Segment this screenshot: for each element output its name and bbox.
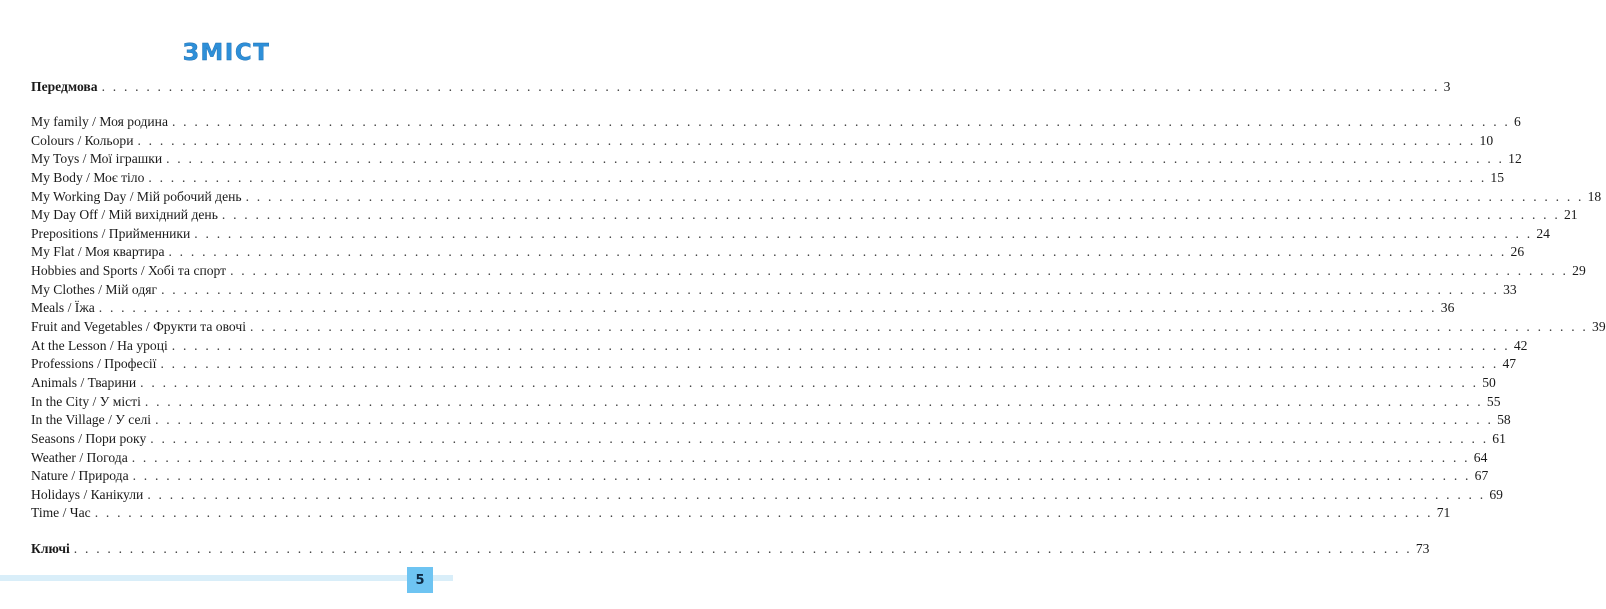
toc-entry-page: 12 [1508,151,1522,167]
toc-leader-dots: . . . . . . . . . . . . . . . . . . . . . . . . . . . . . . . . . . . . . . . . . . . . . . . . . . . . . . . . . . . . . . . . . . . . . . . . . . . . . . . . . . . . . . . . . . . . . . . . . . . . . . . . . . . . . . . . . . . . . . . . [221,207,1560,223]
toc-leader-dots: . . . . . . . . . . . . . . . . . . . . . . . . . . . . . . . . . . . . . . . . . . . . . . . . . . . . . . . . . . . . . . . . . . . . . . . . . . . . . . . . . . . . . . . . . . . . . . . . . . . . . . . . . . . . . . . . . . . . . . . . [171,337,1510,353]
toc-entry-label: Animals / Тварини [31,374,137,390]
toc-entry [31,430,1506,448]
toc-leader-dots: . . . . . . . . . . . . . . . . . . . . . . . . . . . . . . . . . . . . . . . . . . . . . . . . . . . . . . . . . . . . . . . . . . . . . . . . . . . . . . . . . . . . . . . . . . . . . . . . . . . . . . . . . . . . . . . . . . . . . . . . [160,356,1499,372]
toc-leader-dots: . . . . . . . . . . . . . . . . . . . . . . . . . . . . . . . . . . . . . . . . . . . . . . . . . . . . . . . . . . . . . . . . . . . . . . . . . . . . . . . . . . . . . . . . . . . . . . . . . . . . . . . . . . . . . . . . . . . . . . . . [166,151,1505,167]
toc-entry [31,78,1451,96]
toc-entry-label: Time / Час [31,505,91,521]
toc-entry-page: 55 [1486,393,1501,409]
toc-entry [31,374,1496,392]
toc-entry [31,206,1578,224]
toc-entry-label: Ключі [31,541,70,556]
toc-entry-page: 24 [1536,225,1550,241]
toc-entry-label: My family / Моя родина [31,114,168,129]
toc-entry-page: 26 [1510,244,1525,260]
toc-leader-dots: . . . . . . . . . . . . . . . . . . . . . . . . . . . . . . . . . . . . . . . . . . . . . . . . . . . . . . . . . . . . . . . . . . . . . . . . . . . . . . . . . . . . . . . . . . . . . . . . . . . . . . . . . . . . . . . . . . . . . . . . [140,374,1479,390]
toc-leader-dots: . . . . . . . . . . . . . . . . . . . . . . . . . . . . . . . . . . . . . . . . . . . . . . . . . . . . . . . . . . . . . . . . . . . . . . . . . . . . . . . . . . . . . . . . . . . . . . . . . . . . . . . . . . . . . . . . . . . . . . . . [131,449,1470,465]
toc-leader-dots: . . . . . . . . . . . . . . . . . . . . . . . . . . . . . . . . . . . . . . . . . . . . . . . . . . . . . . . . . . . . . . . . . . . . . . . . . . . . . . . . . . . . . . . . . . . . . . . . . . . . . . . . . . . . . . . . . . . . . . . . [101,79,1440,94]
toc-entry-label: My Body / Моє тіло [31,169,145,185]
toc-entry-label: In the Village / У селі [31,412,152,428]
toc-entry-page: 21 [1563,207,1578,223]
footer-band [0,575,453,581]
toc-entry [31,243,1525,261]
toc-entry-page: 64 [1473,449,1488,465]
toc-entry [31,281,1517,299]
toc-entry-page: 71 [1436,505,1451,521]
toc-entry-page: 29 [1572,263,1586,279]
toc-entry-page: 33 [1503,281,1517,297]
toc-entry [31,411,1511,429]
toc-entry-label: Hobbies and Sports / Хобі та спорт [31,263,227,279]
toc-entry [31,113,1521,131]
toc-entry [31,355,1517,373]
toc-entry [31,467,1489,485]
toc-entry [31,225,1550,243]
toc-entry-page: 47 [1502,356,1517,372]
toc-entry-label: Fruit and Vegetables / Фрукти та овочі [31,319,246,335]
page-title: ЗМІСТ [182,40,271,66]
toc-leader-dots: . . . . . . . . . . . . . . . . . . . . . . . . . . . . . . . . . . . . . . . . . . . . . . . . . . . . . . . . . . . . . . . . . . . . . . . . . . . . . . . . . . . . . . . . . . . . . . . . . . . . . . . . . . . . . . . . . . . . . . . . [171,114,1511,129]
toc-entry [31,393,1501,411]
toc-entry [31,318,1606,336]
toc-entry [31,188,1602,206]
toc-entry [31,486,1503,504]
toc-entry-page: 6 [1514,114,1521,129]
toc-entry [31,262,1586,280]
toc-entry [31,299,1455,317]
toc-entry-label: Meals / Їжа [31,300,95,316]
toc-leader-dots: . . . . . . . . . . . . . . . . . . . . . . . . . . . . . . . . . . . . . . . . . . . . . . . . . . . . . . . . . . . . . . . . . . . . . . . . . . . . . . . . . . . . . . . . . . . . . . . . . . . . . . . . . . . . . . . . . . . . . . . . [230,263,1569,279]
toc-entry-label: Professions / Професії [31,356,157,372]
toc-entry-label: My Toys / Мої іграшки [31,151,163,167]
toc-leader-dots: . . . . . . . . . . . . . . . . . . . . . . . . . . . . . . . . . . . . . . . . . . . . . . . . . . . . . . . . . . . . . . . . . . . . . . . . . . . . . . . . . . . . . . . . . . . . . . . . . . . . . . . . . . . . . . . . . . . . . . . . [132,468,1471,484]
toc-leader-dots: . . . . . . . . . . . . . . . . . . . . . . . . . . . . . . . . . . . . . . . . . . . . . . . . . . . . . . . . . . . . . . . . . . . . . . . . . . . . . . . . . . . . . . . . . . . . . . . . . . . . . . . . . . . . . . . . . . . . . . . . [168,244,1507,260]
page-number: 5 [407,567,433,593]
toc-entry-page: 61 [1492,430,1506,446]
toc-entry-label: Weather / Погода [31,449,128,465]
toc-entry-page: 10 [1479,132,1494,148]
toc-entry-page: 39 [1592,319,1606,335]
toc-entry-page: 3 [1443,79,1451,94]
toc-entry-label: In the City / У місті [31,393,141,409]
toc-entry-page: 18 [1587,188,1602,204]
toc-entry-label: At the Lesson / На уроці [31,337,168,353]
toc-entry-label: Holidays / Канікули [31,486,144,502]
toc-leader-dots: . . . . . . . . . . . . . . . . . . . . . . . . . . . . . . . . . . . . . . . . . . . . . . . . . . . . . . . . . . . . . . . . . . . . . . . . . . . . . . . . . . . . . . . . . . . . . . . . . . . . . . . . . . . . . . . . . . . . . . . . [148,169,1487,185]
toc-entry-label: Seasons / Пори року [31,430,147,446]
toc-entry-page: 73 [1415,541,1430,556]
toc-entry-page: 67 [1474,468,1489,484]
toc-entry-page: 36 [1440,300,1455,316]
toc-entry-label: Nature / Природа [31,468,129,484]
toc-entry-page: 58 [1497,412,1511,428]
toc-leader-dots: . . . . . . . . . . . . . . . . . . . . . . . . . . . . . . . . . . . . . . . . . . . . . . . . . . . . . . . . . . . . . . . . . . . . . . . . . . . . . . . . . . . . . . . . . . . . . . . . . . . . . . . . . . . . . . . . . . . . . . . . [98,300,1437,316]
toc-leader-dots: . . . . . . . . . . . . . . . . . . . . . . . . . . . . . . . . . . . . . . . . . . . . . . . . . . . . . . . . . . . . . . . . . . . . . . . . . . . . . . . . . . . . . . . . . . . . . . . . . . . . . . . . . . . . . . . . . . . . . . . . [155,412,1494,428]
toc-leader-dots: . . . . . . . . . . . . . . . . . . . . . . . . . . . . . . . . . . . . . . . . . . . . . . . . . . . . . . . . . . . . . . . . . . . . . . . . . . . . . . . . . . . . . . . . . . . . . . . . . . . . . . . . . . . . . . . . . . . . . . . . [150,430,1489,446]
toc-entry [31,169,1505,187]
toc-entry-page: 42 [1513,337,1528,353]
toc-entry-page: 69 [1489,486,1503,502]
toc-leader-dots: . . . . . . . . . . . . . . . . . . . . . . . . . . . . . . . . . . . . . . . . . . . . . . . . . . . . . . . . . . . . . . . . . . . . . . . . . . . . . . . . . . . . . . . . . . . . . . . . . . . . . . . . . . . . . . . . . . . . . . . . [137,132,1476,148]
toc-leader-dots: . . . . . . . . . . . . . . . . . . . . . . . . . . . . . . . . . . . . . . . . . . . . . . . . . . . . . . . . . . . . . . . . . . . . . . . . . . . . . . . . . . . . . . . . . . . . . . . . . . . . . . . . . . . . . . . . . . . . . . . . [161,281,1500,297]
toc-entry-label: My Day Off / Мій вихідний день [31,207,218,223]
toc-entry-label: Prepositions / Прийменники [31,225,191,241]
toc-entry-label: Colours / Кольори [31,132,134,148]
toc-entry-label: My Working Day / Мій робочий день [31,188,242,204]
toc-leader-dots: . . . . . . . . . . . . . . . . . . . . . . . . . . . . . . . . . . . . . . . . . . . . . . . . . . . . . . . . . . . . . . . . . . . . . . . . . . . . . . . . . . . . . . . . . . . . . . . . . . . . . . . . . . . . . . . . . . . . . . . . [94,505,1433,521]
toc-entry [31,540,1430,558]
toc-leader-dots: . . . . . . . . . . . . . . . . . . . . . . . . . . . . . . . . . . . . . . . . . . . . . . . . . . . . . . . . . . . . . . . . . . . . . . . . . . . . . . . . . . . . . . . . . . . . . . . . . . . . . . . . . . . . . . . . . . . . . . . . [249,319,1589,335]
toc-entry [31,132,1494,150]
toc-leader-dots: . . . . . . . . . . . . . . . . . . . . . . . . . . . . . . . . . . . . . . . . . . . . . . . . . . . . . . . . . . . . . . . . . . . . . . . . . . . . . . . . . . . . . . . . . . . . . . . . . . . . . . . . . . . . . . . . . . . . . . . . [147,486,1486,502]
toc-leader-dots: . . . . . . . . . . . . . . . . . . . . . . . . . . . . . . . . . . . . . . . . . . . . . . . . . . . . . . . . . . . . . . . . . . . . . . . . . . . . . . . . . . . . . . . . . . . . . . . . . . . . . . . . . . . . . . . . . . . . . . . . [245,188,1584,204]
toc-leader-dots: . . . . . . . . . . . . . . . . . . . . . . . . . . . . . . . . . . . . . . . . . . . . . . . . . . . . . . . . . . . . . . . . . . . . . . . . . . . . . . . . . . . . . . . . . . . . . . . . . . . . . . . . . . . . . . . . . . . . . . . . [194,225,1533,241]
toc-entry-page: 50 [1482,374,1496,390]
toc-entry [31,449,1488,467]
toc-leader-dots: . . . . . . . . . . . . . . . . . . . . . . . . . . . . . . . . . . . . . . . . . . . . . . . . . . . . . . . . . . . . . . . . . . . . . . . . . . . . . . . . . . . . . . . . . . . . . . . . . . . . . . . . . . . . . . . . . . . . . . . . [144,393,1483,409]
toc-leader-dots: . . . . . . . . . . . . . . . . . . . . . . . . . . . . . . . . . . . . . . . . . . . . . . . . . . . . . . . . . . . . . . . . . . . . . . . . . . . . . . . . . . . . . . . . . . . . . . . . . . . . . . . . . . . . . . . . . . . . . . . . [73,541,1412,556]
toc-entry [31,504,1451,522]
toc-entry [31,150,1522,168]
toc-entry [31,337,1528,355]
toc-entry-label: Передмова [31,79,98,94]
toc-entry-label: My Flat / Моя квартира [31,244,165,260]
toc-entry-page: 15 [1490,169,1505,185]
toc-entry-label: My Clothes / Мій одяг [31,281,158,297]
